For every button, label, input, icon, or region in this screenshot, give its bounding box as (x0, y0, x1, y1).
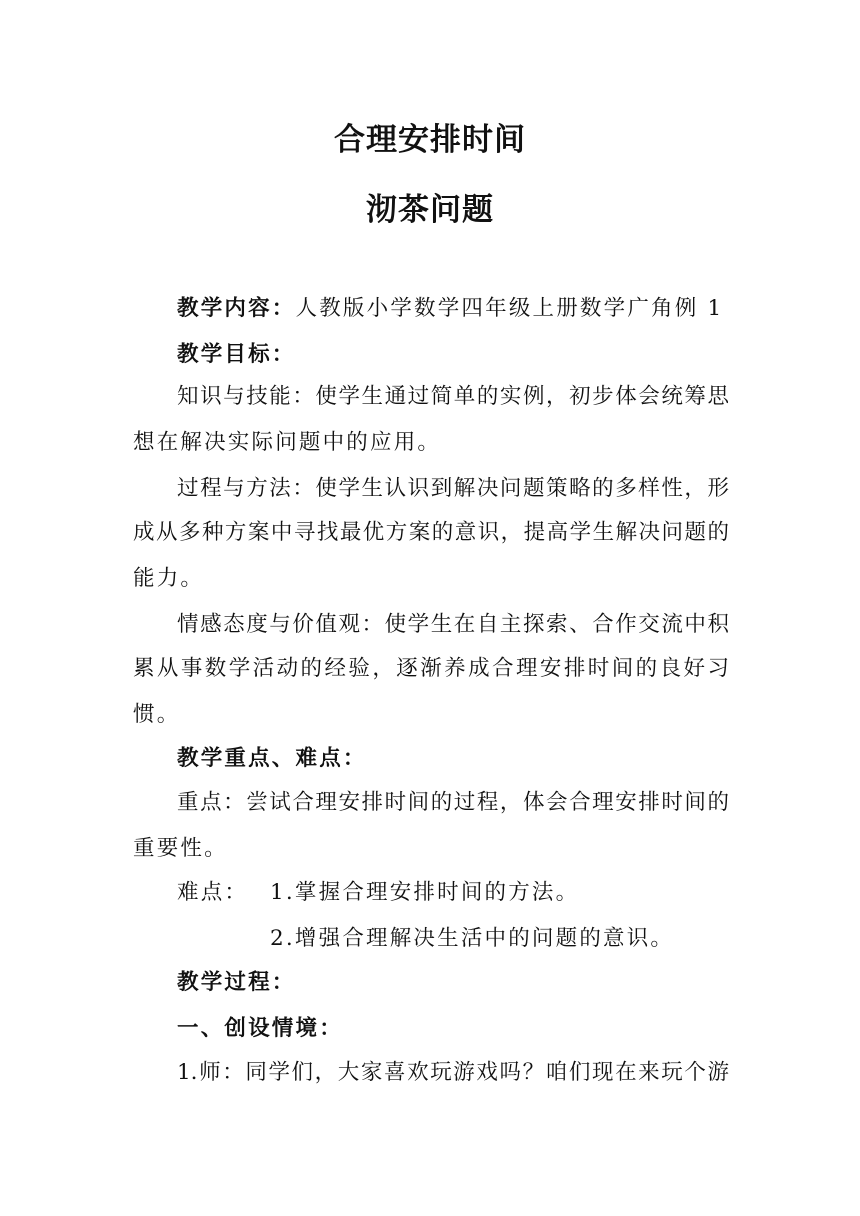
focus-line-2: 重要性。 (133, 836, 228, 861)
difficulty-item-1: 1.掌握合理安排时间的方法。 (270, 880, 580, 905)
content-row (177, 294, 729, 324)
objective-knowledge-line-1: 知识与技能：使学生通过简单的实例，初步体会统筹思 (177, 384, 729, 409)
key-points-heading: 教学重点、难点： (177, 746, 367, 771)
objective-process-line-1: 过程与方法：使学生认识到解决问题策略的多样性，形 (177, 476, 729, 501)
focus-line-1: 重点：尝试合理安排时间的过程，体会合理安排时间的 (177, 790, 729, 815)
content-text: 人教版小学数学四年级上册数学广角例 1 (295, 296, 724, 321)
objective-emotion-line-1: 情感态度与价值观：使学生在自主探索、合作交流中积 (177, 612, 729, 637)
difficulty-label: 难点： (177, 880, 249, 905)
content-label: 教学内容： (177, 296, 296, 321)
document-subtitle: 沏茶问题 (366, 192, 494, 228)
process-heading: 教学过程： (177, 970, 296, 995)
objective-process-line-3: 能力。 (133, 566, 205, 591)
document-title: 合理安排时间 (334, 122, 526, 158)
objective-process-line-2: 成从多种方案中寻找最优方案的意识，提高学生解决问题的 (133, 520, 729, 545)
section-1-line-1: 1.师：同学们，大家喜欢玩游戏吗？咱们现在来玩个游 (177, 1060, 729, 1085)
objective-knowledge-line-2: 想在解决实际问题中的应用。 (133, 430, 442, 455)
objective-emotion-line-3: 惯。 (133, 702, 181, 727)
objective-emotion-line-2: 累从事数学活动的经验，逐渐养成合理安排时间的良好习 (133, 656, 729, 681)
section-1-heading: 一、创设情境： (177, 1016, 343, 1041)
objectives-heading: 教学目标： (177, 342, 296, 367)
difficulty-item-2: 2.增强合理解决生活中的问题的意识。 (270, 926, 675, 951)
